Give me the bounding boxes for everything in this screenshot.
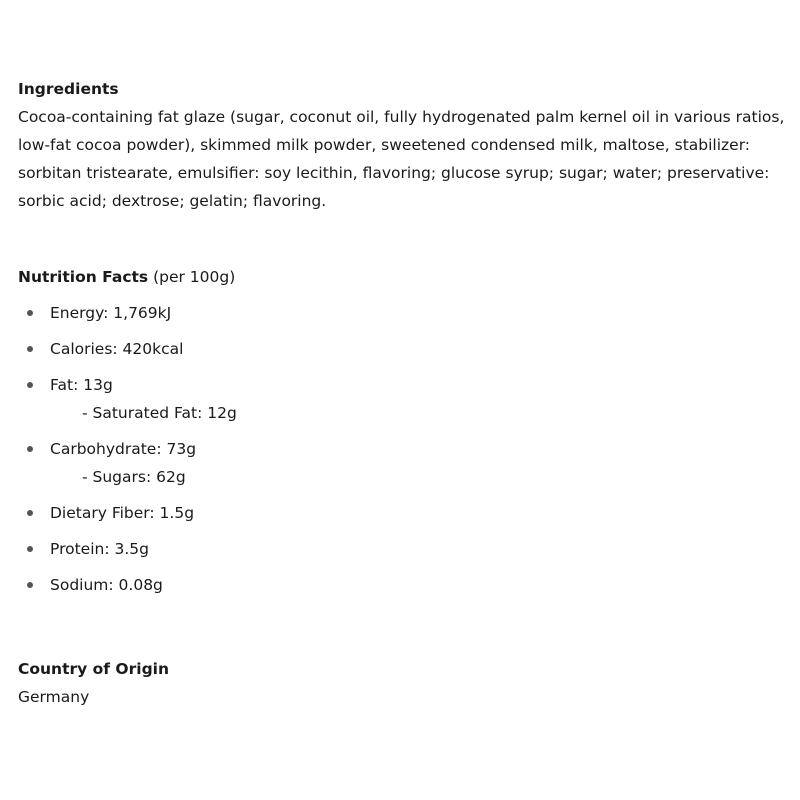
nutrition-item-fat — [18, 374, 788, 424]
nutrition-heading-title: Nutrition Facts — [18, 268, 149, 286]
origin-section — [18, 658, 788, 708]
nutrition-item-label: Calories: 420kcal — [50, 340, 184, 358]
ingredients-section — [18, 78, 788, 215]
nutrition-subitem-saturated-fat: - Saturated Fat: 12g — [82, 404, 237, 422]
nutrition-item-label: Carbohydrate: 73g — [50, 440, 197, 458]
nutrition-item-carbohydrate — [18, 438, 788, 488]
nutrition-subitem-sugars: - Sugars: 62g — [82, 468, 186, 486]
nutrition-section — [18, 266, 788, 610]
nutrition-item-label: Protein: 3.5g — [50, 540, 149, 558]
nutrition-item-label: Sodium: 0.08g — [50, 576, 163, 594]
origin-value: Germany — [18, 688, 90, 706]
ingredients-text: Cocoa-containing fat glaze (sugar, coconut oil, fully hydrogenated palm kernel oil in various ratios, low-fat cocoa powder), skimmed milk powder, sweetened condensed milk, maltose, stabilizer: sorbitan tristearate, emulsifier: soy lecithin, flavoring; glucose syrup; sugar; water; preservative: sorbic acid; dextrose; gelatin; flavoring. — [18, 108, 785, 210]
nutrition-item-dietary-fiber — [18, 502, 788, 524]
nutrition-heading — [18, 266, 788, 288]
nutrition-item-energy — [18, 302, 788, 324]
ingredients-heading: Ingredients — [18, 80, 119, 98]
origin-heading: Country of Origin — [18, 660, 170, 678]
nutrition-item-calories — [18, 338, 788, 360]
nutrition-list — [18, 302, 788, 596]
nutrition-heading-suffix: (per 100g) — [148, 268, 236, 286]
nutrition-item-label: Fat: 13g — [50, 376, 113, 394]
nutrition-item-label: Dietary Fiber: 1.5g — [50, 504, 195, 522]
nutrition-item-label: Energy: 1,769kJ — [50, 304, 172, 322]
nutrition-item-sodium — [18, 574, 788, 596]
nutrition-item-protein — [18, 538, 788, 560]
